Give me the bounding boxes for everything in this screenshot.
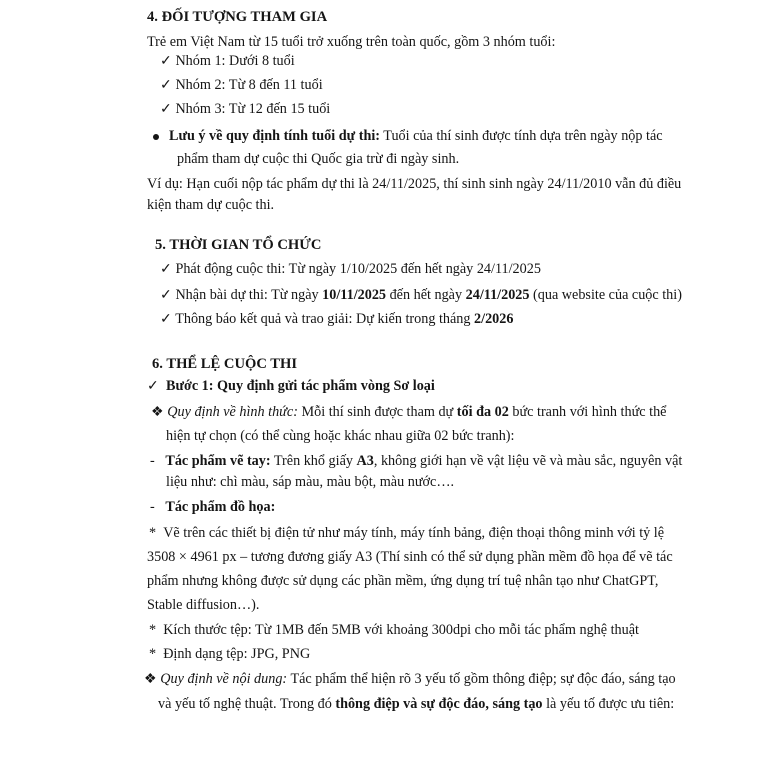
check-icon: ✓ [160, 53, 172, 69]
step-1: ✓ Bước 1: Quy định gửi tác phẩm vòng Sơ loại [147, 378, 435, 394]
check-icon: ✓ [147, 378, 159, 394]
group-item: ✓ Nhóm 3: Từ 12 đến 15 tuổi [160, 101, 331, 117]
star-icon: * [149, 525, 157, 541]
star-icon: * [149, 646, 157, 662]
file-size-rule: * Kích thước tệp: Từ 1MB đến 5MB với khoảng 300dpi cho mỗi tác phẩm nghệ thuật [149, 622, 639, 638]
graphic-line: 3508 × 4961 px – tương đương giấy A3 (Thí sinh có thể sử dụng phần mềm đồ họa để vẽ tác [147, 549, 673, 565]
dash-icon: - [150, 499, 155, 515]
dash-icon: - [150, 453, 155, 469]
schedule-result: ✓ Thông báo kết quả và trao giải: Dự kiến trong tháng 2/2026 [160, 311, 514, 327]
diamond-icon: ❖ [144, 671, 157, 687]
form-rule-cont: hiện tự chọn (có thể cùng hoặc khác nhau giữa 02 bức tranh): [166, 428, 515, 444]
schedule-submit: ✓ Nhận bài dự thi: Từ ngày 10/11/2025 đến hết ngày 24/11/2025 (qua website của cuộc thi) [160, 287, 682, 303]
bullet-icon [153, 134, 159, 140]
check-icon: ✓ [160, 77, 172, 93]
graphic-line: * Vẽ trên các thiết bị điện tử như máy tính, máy tính bảng, điện thoại thông minh với tỷ lệ [149, 525, 665, 541]
star-icon: * [149, 622, 157, 638]
example-line-cont: kiện tham dự cuộc thi. [147, 197, 275, 213]
age-note: Lưu ý về quy định tính tuổi dự thi: Tuổi của thí sinh được tính dựa trên ngày nộp tác [153, 127, 663, 145]
group-item: ✓ Nhóm 1: Dưới 8 tuổi [160, 53, 295, 69]
content-rule: ❖ Quy định về nội dung: Tác phẩm thể hiện rõ 3 yếu tố gồm thông điệp; sự độc đáo, sáng tạo [144, 671, 676, 687]
schedule-launch: ✓ Phát động cuộc thi: Từ ngày 1/10/2025 đến hết ngày 24/11/2025 [160, 261, 541, 277]
graphic-rule: - Tác phẩm đồ họa: [150, 499, 276, 515]
section-4-intro: Trẻ em Việt Nam từ 15 tuổi trở xuống trên toàn quốc, gồm 3 nhóm tuổi: [147, 34, 556, 50]
check-icon: ✓ [160, 311, 172, 327]
example-line: Ví dụ: Hạn cuối nộp tác phẩm dự thi là 24/11/2025, thí sinh sinh ngày 24/11/2010 vẫn đủ điều [147, 176, 682, 192]
group-item: ✓ Nhóm 2: Từ 8 đến 11 tuổi [160, 77, 323, 93]
diamond-icon: ❖ [151, 404, 164, 420]
file-format-rule: * Định dạng tệp: JPG, PNG [149, 646, 311, 662]
graphic-line: Stable diffusion…). [147, 597, 260, 613]
hand-drawn-rule: - Tác phẩm vẽ tay: Trên khổ giấy A3, không giới hạn về vật liệu vẽ và màu sắc, nguyên vật [150, 453, 683, 469]
content-rule-cont: và yếu tố nghệ thuật. Trong đó thông điệp và sự độc đáo, sáng tạo là yếu tố được ưu tiên: [158, 696, 675, 712]
check-icon: ✓ [160, 287, 172, 303]
form-rule: ❖ Quy định về hình thức: Mỗi thí sinh được tham dự tối đa 02 bức tranh với hình thức thể [151, 404, 667, 420]
hand-drawn-rule-cont: liệu như: chì màu, sáp màu, màu bột, màu nước…. [166, 474, 455, 490]
section-5-title: 5. THỜI GIAN TỔ CHỨC [155, 237, 322, 253]
check-icon: ✓ [160, 101, 172, 117]
section-4-title: 4. ĐỐI TƯỢNG THAM GIA [147, 9, 328, 25]
check-icon: ✓ [160, 261, 172, 277]
section-6-title: 6. THỂ LỆ CUỘC THI [152, 356, 298, 372]
age-note-cont: phẩm tham dự cuộc thi Quốc gia trừ đi ngày sinh. [177, 151, 460, 167]
graphic-line: phẩm nhưng không được sử dụng các phần mềm, ứng dụng trí tuệ nhân tạo như ChatGPT, [147, 573, 659, 589]
